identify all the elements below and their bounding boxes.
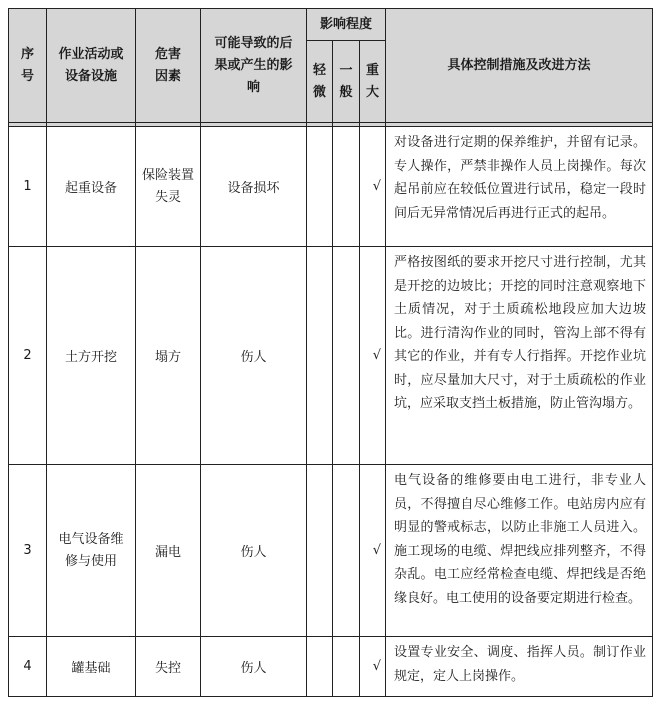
row-consequence: 伤人	[201, 465, 307, 637]
hazard-control-table	[8, 8, 653, 697]
table-row	[9, 637, 653, 697]
row-impact-general	[333, 247, 360, 465]
row-index: 3	[9, 465, 47, 637]
table-row	[9, 465, 653, 637]
row-hazard: 保险装置失灵	[136, 127, 201, 247]
row-hazard: 失控	[136, 637, 201, 697]
table-row	[9, 127, 653, 247]
row-measures: 电气设备的维修要由电工进行，非专业人员，不得擅自尽心维修工作。电站房内应有明显的警戒标志，以防止非施工人员进入。施工现场的电缆、焊把线应排列整齐，不得杂乱。电工应经常检查电缆、焊把线是否绝缘良好。电工使用的设备要定期进行检查。	[386, 465, 653, 637]
row-impact-severe: √	[360, 465, 386, 637]
row-impact-general	[333, 637, 360, 697]
header-activity: 作业活动或设备设施	[47, 9, 136, 123]
table-row	[9, 247, 653, 465]
row-activity: 土方开挖	[47, 247, 136, 465]
row-impact-severe: √	[360, 127, 386, 247]
row-activity: 罐基础	[47, 637, 136, 697]
row-impact-light	[307, 637, 333, 697]
row-consequence: 伤人	[201, 247, 307, 465]
header-impact-light: 轻微	[307, 41, 333, 123]
row-consequence: 设备损坏	[201, 127, 307, 247]
header-consequence: 可能导致的后果或产生的影响	[201, 9, 307, 123]
header-measures: 具体控制措施及改进方法	[386, 9, 653, 123]
row-measures: 对设备进行定期的保养维护，并留有记录。专人操作，严禁非操作人员上岗操作。每次起吊前应在较低位置进行试吊，稳定一段时间后无异常情况后再进行正式的起吊。	[386, 127, 653, 247]
row-hazard: 塌方	[136, 247, 201, 465]
header-hazard: 危害因素	[136, 9, 201, 123]
row-activity: 电气设备维修与使用	[47, 465, 136, 637]
row-hazard: 漏电	[136, 465, 201, 637]
row-impact-light	[307, 127, 333, 247]
row-impact-general	[333, 465, 360, 637]
header-impact-general: 一般	[333, 41, 360, 123]
row-index: 1	[9, 127, 47, 247]
row-index: 4	[9, 637, 47, 697]
header-impact: 影响程度	[307, 9, 386, 41]
header-impact-severe: 重大	[360, 41, 386, 123]
row-impact-general	[333, 127, 360, 247]
row-index: 2	[9, 247, 47, 465]
row-measures: 严格按图纸的要求开挖尺寸进行控制，尤其是开挖的边坡比；开挖的同时注意观察地下土质情况，对于土质疏松地段应加大边坡比。进行清沟作业的同时，管沟上部不得有其它的作业，并有专人行指挥。开挖作业坑时，应尽量加大尺寸，对于土质疏松的作业坑，应采取支挡土板措施，防止管沟塌方。	[386, 247, 653, 465]
row-measures: 设置专业安全、调度、指挥人员。制订作业规定，定人上岗操作。	[386, 637, 653, 697]
header-index: 序号	[9, 9, 47, 123]
row-activity: 起重设备	[47, 127, 136, 247]
row-impact-light	[307, 247, 333, 465]
row-consequence: 伤人	[201, 637, 307, 697]
row-impact-light	[307, 465, 333, 637]
row-impact-severe: √	[360, 637, 386, 697]
row-impact-severe: √	[360, 247, 386, 465]
